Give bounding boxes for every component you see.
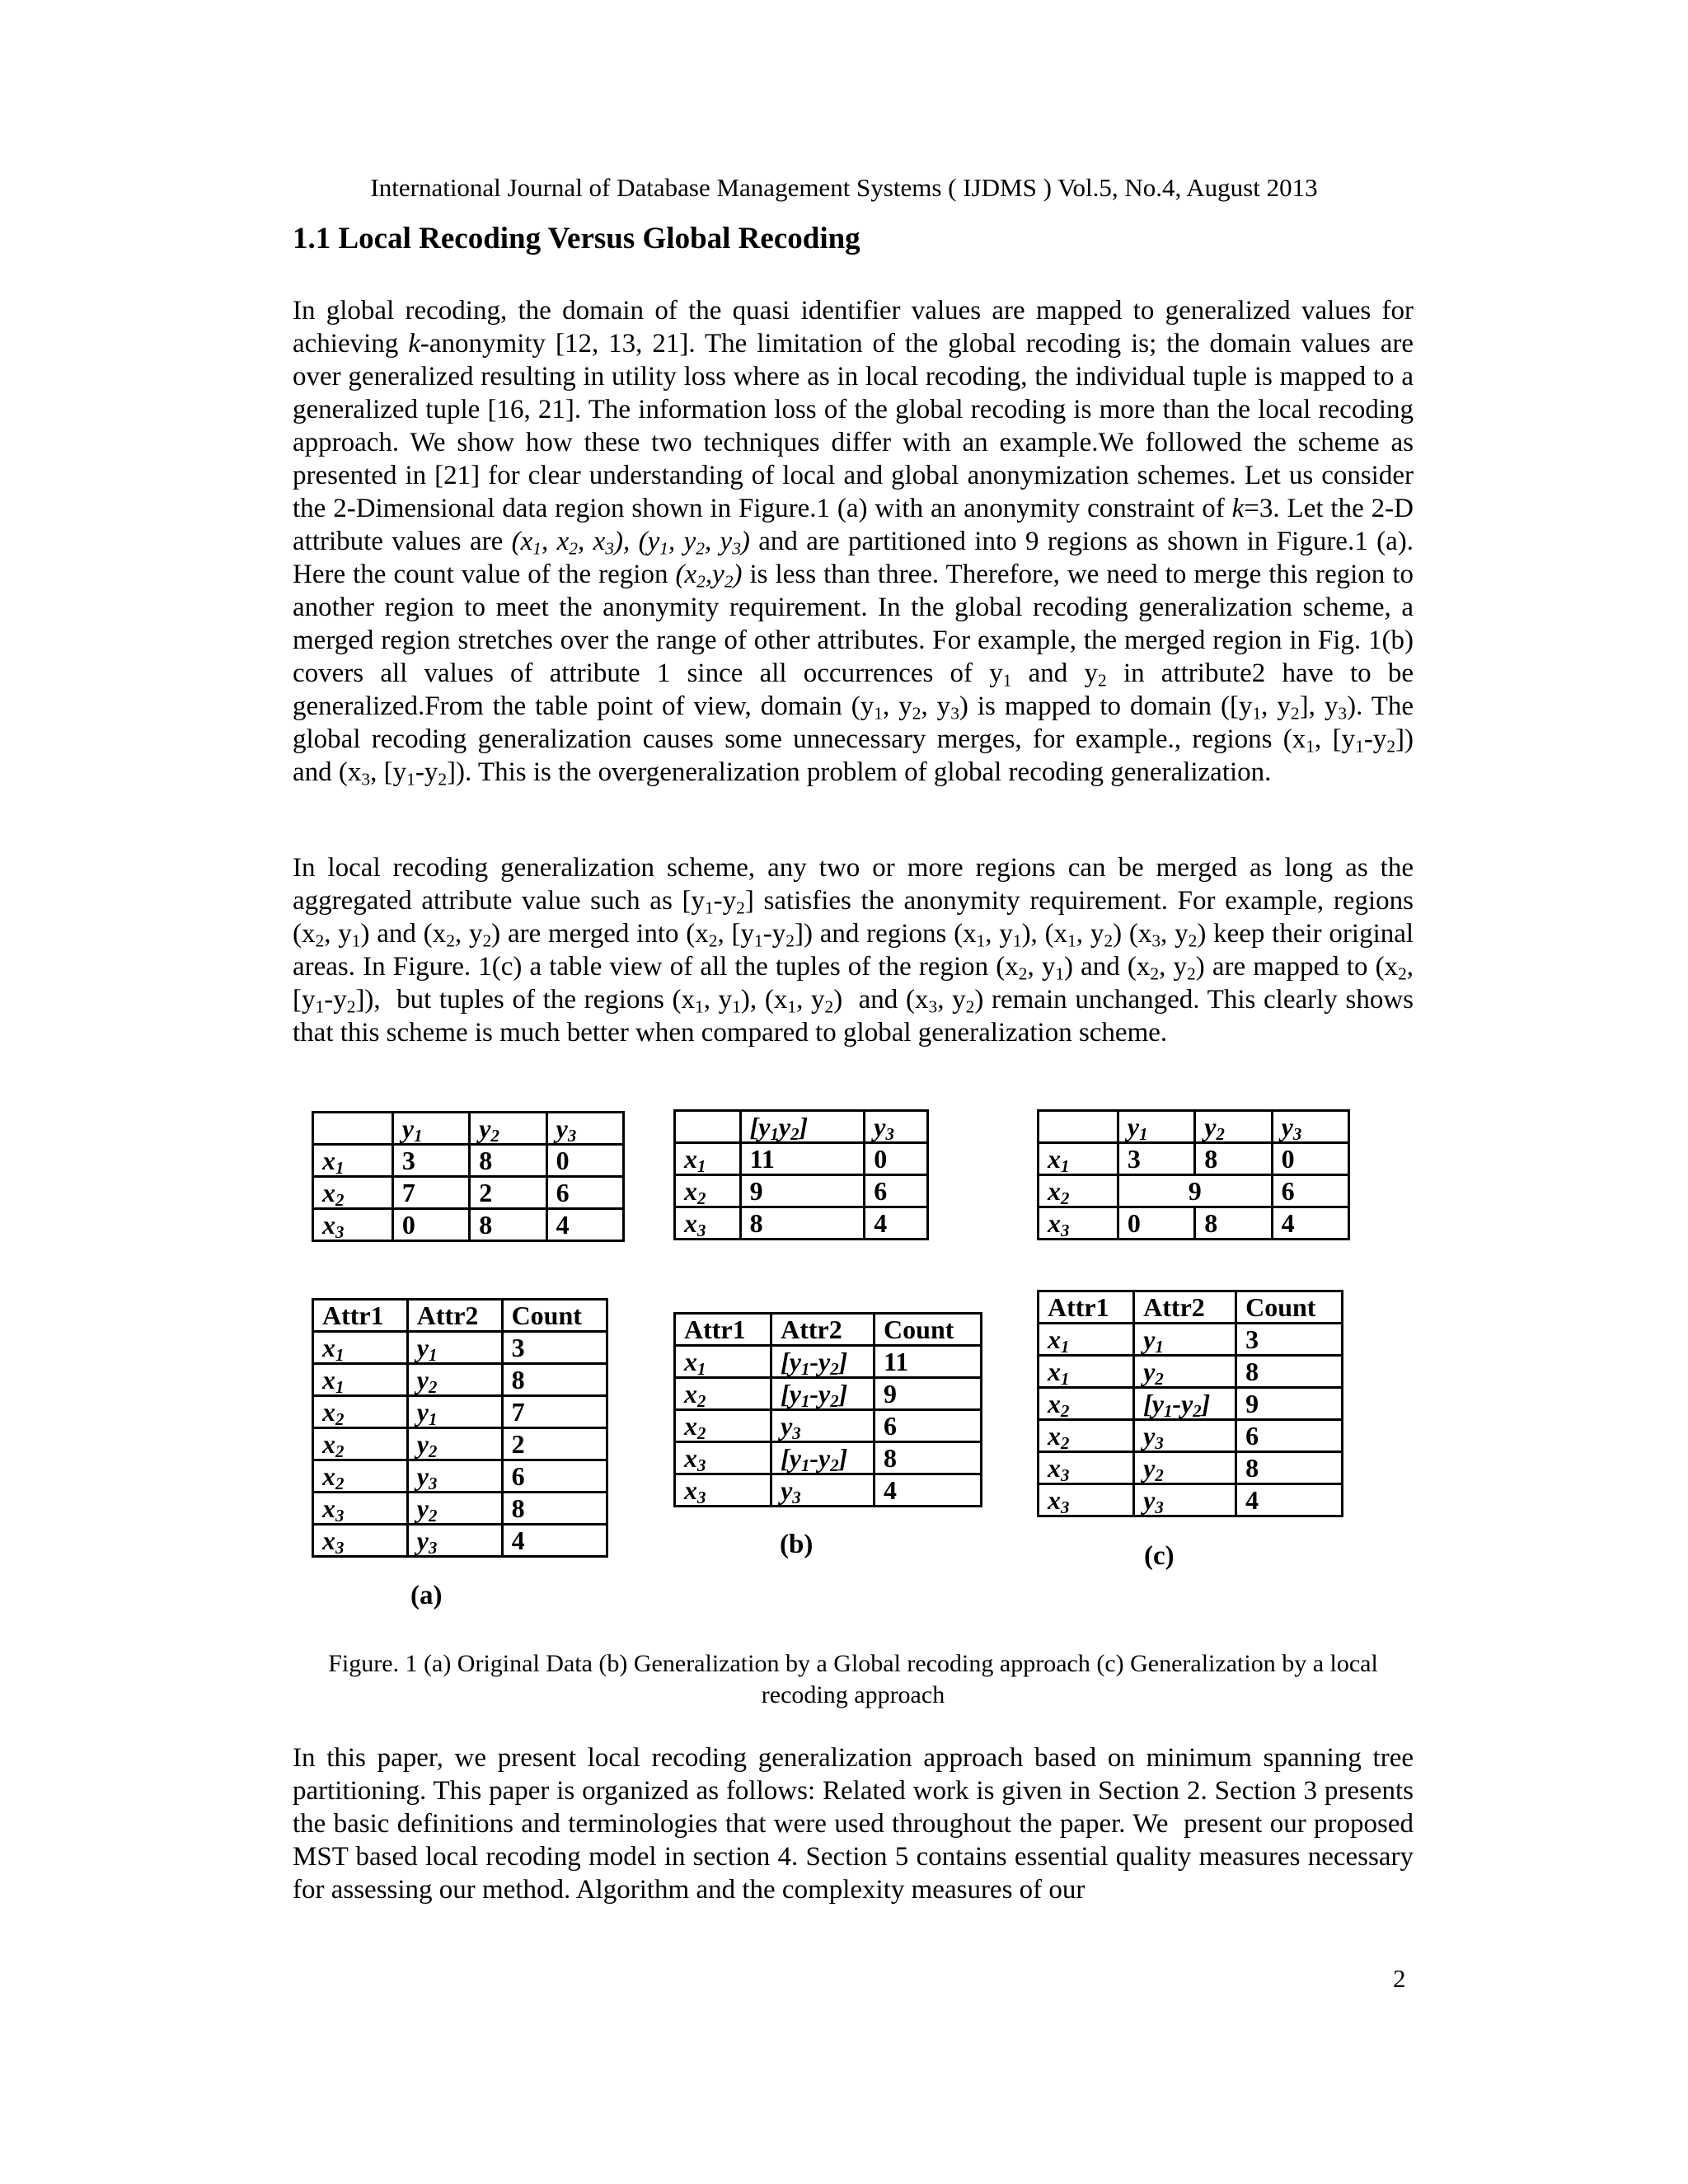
table-cell: $y_2$ <box>407 1493 502 1525</box>
table-row <box>1039 1420 1343 1452</box>
table-row <box>675 1410 982 1442</box>
grid-row-header: $x_1$ <box>675 1143 741 1175</box>
grid-cell: 0 <box>392 1209 469 1241</box>
grid-original-data <box>312 1111 625 1242</box>
grid-cell: 11 <box>740 1143 865 1175</box>
section-title: 1.1 Local Recoding Versus Global Recoding <box>293 222 860 255</box>
table-column-header: Attr2 <box>407 1300 502 1332</box>
grid-local-recoding <box>1037 1109 1350 1240</box>
table-original-data <box>312 1298 608 1558</box>
grid-row-header: $x_3$ <box>1039 1207 1118 1240</box>
table-cell: $x_2$ <box>1039 1388 1134 1420</box>
grid-row <box>313 1209 624 1241</box>
table-cell: $x_2$ <box>1039 1420 1134 1452</box>
table-row <box>313 1396 607 1428</box>
table-row <box>313 1493 607 1525</box>
table-cell: $y_2$ <box>1134 1452 1236 1484</box>
table-cell: $[y_1-y_2]$ <box>771 1442 874 1474</box>
figure-caption <box>293 1648 1414 1711</box>
table-cell: $x_2$ <box>675 1378 771 1410</box>
table-cell: $x_1$ <box>1039 1324 1134 1356</box>
grid-row <box>313 1177 624 1209</box>
table-column-header: Count <box>1236 1291 1343 1324</box>
grid-column-header: $y_1$ <box>1118 1111 1194 1143</box>
table-row <box>313 1332 607 1364</box>
caption-line-2: recoding approach <box>761 1681 945 1708</box>
grid-row <box>675 1207 928 1240</box>
table-cell: $y_1$ <box>407 1396 502 1428</box>
table-row <box>313 1460 607 1493</box>
grid-cell: 0 <box>865 1143 928 1175</box>
grid-corner-cell <box>675 1111 741 1143</box>
table-cell: $y_3$ <box>407 1460 502 1493</box>
table-row <box>1039 1388 1343 1420</box>
table-row <box>675 1378 982 1410</box>
table-column-header: Attr2 <box>1134 1291 1236 1324</box>
table-cell: 7 <box>502 1396 607 1428</box>
table-cell: 8 <box>1236 1356 1343 1388</box>
grid-row-header: $x_2$ <box>675 1175 741 1207</box>
table-row <box>675 1474 982 1507</box>
running-header: International Journal of Database Management Systems ( IJDMS ) Vol.5, No.4, August 2013 <box>370 173 1318 202</box>
grid-row-header: $x_3$ <box>675 1207 741 1240</box>
figure-label-c: (c) <box>1144 1541 1175 1571</box>
grid-global-recoding <box>673 1109 929 1240</box>
grid-row <box>1039 1207 1349 1240</box>
table-cell: $x_2$ <box>313 1460 408 1493</box>
table-cell: $x_3$ <box>1039 1452 1134 1484</box>
grid-row-header: $x_1$ <box>313 1145 393 1177</box>
table-row <box>1039 1452 1343 1484</box>
grid-corner-cell <box>313 1113 393 1145</box>
grid-cell: 8 <box>1195 1207 1272 1240</box>
table-cell: 9 <box>1236 1388 1343 1420</box>
grid-cell: 4 <box>546 1209 623 1241</box>
grid-cell: 9 <box>740 1175 865 1207</box>
paragraph-global-recoding: In global recoding, the domain of the quasi identifier values are mapped to generalized values for achieving k-anonymity [12, 13, 21]. The limitation of the global recoding is; the domain values are over generalized resulting in utility loss where as in local recoding, the individual tuple is mapped to a generalized tuple [16, 21]. The information loss of the global recoding is more than the local recoding approach. We show how these two techniques differ with an example.We followed the scheme as presented in [21] for clear understanding of local and global anonymization schemes. Let us consider the 2-Dimensional data region shown in Figure.1 (a) with an anonymity constraint of k=3. Let the 2-D attribute values are ($x_1$, $x_2$, $x_3$), ($y_1$, $y_2$, $y_3$) and are partitioned into 9 regions as shown in Figure.1 (a). Here the count value of the region $(x_2,y_2)$ is less than three. Therefore, we need to merge this region to another region to meet the anonymity requirement. In the global recoding generalization scheme, a merged region stretches over the range of other attributes. For example, the merged region in Fig. 1(b) covers all values of attribute 1 since all occurrences of $y_1$ and $y_2$ in attribute2 have to be generalized.From the table point of view, domain ($y_1$, $y_2$, $y_3$) is mapped to domain ([$y_1$, $y_2$], $y_3$). The global recoding generalization causes some unnecessary merges, for example., regions ($x_1$, $[y_1-y_2]$) and ($x_3$, $[y_1-y_2]$). This is the overgeneralization problem of global recoding generalization. <box>293 296 1414 790</box>
grid-column-header: $y_3$ <box>865 1111 928 1143</box>
paragraph-organization: In this paper, we present local recoding generalization approach based on minimum spanning tree partitioning. This paper is organized as follows: Related work is given in Section 2. Section 3 presents the basic definitions and terminologies that were used throughout the paper. We present our proposed MST based local recoding model in section 4. Section 5 contains essential quality measures necessary for assessing our method. Algorithm and the complexity measures of our <box>293 1743 1414 1905</box>
table-cell: 6 <box>502 1460 607 1493</box>
table-cell: $x_3$ <box>675 1474 771 1507</box>
grid-row <box>313 1145 624 1177</box>
table-cell: 4 <box>502 1525 607 1557</box>
grid-row-header: $x_1$ <box>1039 1143 1118 1175</box>
grid-cell: 0 <box>1272 1143 1348 1175</box>
grid-cell: 7 <box>392 1177 469 1209</box>
table-cell: $y_1$ <box>1134 1324 1236 1356</box>
table-cell: $x_2$ <box>313 1428 408 1460</box>
table-global-recoding <box>673 1312 982 1507</box>
table-cell: 11 <box>874 1346 982 1378</box>
grid-cell: 4 <box>865 1207 928 1240</box>
table-row <box>313 1525 607 1557</box>
table-cell: $y_3$ <box>1134 1484 1236 1516</box>
table-cell: $x_1$ <box>1039 1356 1134 1388</box>
table-cell: $x_2$ <box>313 1396 408 1428</box>
table-cell: $x_3$ <box>313 1493 408 1525</box>
table-column-header: Count <box>874 1314 982 1346</box>
table-cell: 9 <box>874 1378 982 1410</box>
table-column-header: Attr1 <box>1039 1291 1134 1324</box>
grid-corner-cell <box>1039 1111 1118 1143</box>
table-column-header: Attr2 <box>771 1314 874 1346</box>
table-row <box>675 1442 982 1474</box>
grid-row <box>1039 1143 1349 1175</box>
table-cell: $x_3$ <box>675 1442 771 1474</box>
table-cell: 4 <box>1236 1484 1343 1516</box>
table-cell: $y_3$ <box>771 1410 874 1442</box>
table-row <box>313 1428 607 1460</box>
grid-column-header: $y_3$ <box>546 1113 623 1145</box>
caption-line-1: Figure. 1 (a) Original Data (b) Generalization by a Global recoding approach (c) Generalization by a local <box>328 1650 1378 1677</box>
table-cell: 6 <box>874 1410 982 1442</box>
grid-row-header: $x_3$ <box>313 1209 393 1241</box>
table-cell: 4 <box>874 1474 982 1507</box>
table-cell: 3 <box>502 1332 607 1364</box>
grid-cell: 3 <box>1118 1143 1194 1175</box>
table-row <box>1039 1356 1343 1388</box>
figure-label-a: (a) <box>410 1581 443 1610</box>
grid-column-header: $y_2$ <box>1195 1111 1272 1143</box>
grid-cell: 8 <box>1195 1143 1272 1175</box>
page-number: 2 <box>1393 1964 1406 1993</box>
grid-row <box>1039 1175 1349 1207</box>
table-cell: $y_2$ <box>407 1428 502 1460</box>
table-cell: 8 <box>502 1364 607 1396</box>
grid-cell: 3 <box>392 1145 469 1177</box>
table-cell: $x_1$ <box>313 1332 408 1364</box>
grid-merged-cell: 9 <box>1118 1175 1272 1207</box>
table-cell: 3 <box>1236 1324 1343 1356</box>
table-cell: $x_3$ <box>1039 1484 1134 1516</box>
table-cell: $x_3$ <box>313 1525 408 1557</box>
table-cell: $y_1$ <box>407 1332 502 1364</box>
table-cell: $[y_1-y_2]$ <box>771 1346 874 1378</box>
table-row <box>1039 1484 1343 1516</box>
table-local-recoding <box>1037 1290 1343 1517</box>
paragraph-local-recoding: In local recoding generalization scheme, any two or more regions can be merged as long as the aggregated attribute value such as $[y_1-y_2]$ satisfies the anonymity requirement. For example, regions ($x_2$, $y_1$) and ($x_2$, $y_2$) are merged into ($x_2$, $[y_1-y_2]$) and regions ($x_1$, $y_1$), ($x_1$, $y_2$) ($x_3$, $y_2$) keep their original areas. In Figure. 1(c) a table view of all the tuples of the region ($x_2$, $y_1$) and ($x_2$, $y_2$) are mapped to ($x_2$, $[y_1-y_2]$), but tuples of the regions ($x_1$, $y_1$), ($x_1$, $y_2$) and ($x_3$, $y_2$) remain unchanged. This clearly shows that this scheme is much better when compared to global generalization scheme. <box>293 853 1414 1047</box>
table-cell: $x_2$ <box>675 1410 771 1442</box>
grid-column-header: $y_3$ <box>1272 1111 1348 1143</box>
grid-column-header: $y_2$ <box>470 1113 546 1145</box>
grid-cell: 2 <box>470 1177 546 1209</box>
grid-column-header: $y_1$ <box>392 1113 469 1145</box>
grid-cell: 4 <box>1272 1207 1348 1240</box>
grid-cell: 6 <box>1272 1175 1348 1207</box>
table-row <box>313 1364 607 1396</box>
table-cell: $x_1$ <box>675 1346 771 1378</box>
table-cell: $x_1$ <box>313 1364 408 1396</box>
table-cell: 8 <box>874 1442 982 1474</box>
grid-cell: 8 <box>470 1209 546 1241</box>
table-cell: $y_3$ <box>1134 1420 1236 1452</box>
table-cell: $y_2$ <box>407 1364 502 1396</box>
table-column-header: Attr1 <box>313 1300 408 1332</box>
table-row <box>675 1346 982 1378</box>
grid-row-header: $x_2$ <box>1039 1175 1118 1207</box>
table-column-header: Count <box>502 1300 607 1332</box>
table-cell: 8 <box>502 1493 607 1525</box>
grid-cell: 6 <box>546 1177 623 1209</box>
table-row <box>1039 1324 1343 1356</box>
grid-cell: 0 <box>546 1145 623 1177</box>
table-cell: $[y_1-y_2]$ <box>771 1378 874 1410</box>
table-cell: $[y_1-y_2]$ <box>1134 1388 1236 1420</box>
grid-row <box>675 1143 928 1175</box>
table-cell: $y_2$ <box>1134 1356 1236 1388</box>
table-cell: $y_3$ <box>407 1525 502 1557</box>
grid-cell: 0 <box>1118 1207 1194 1240</box>
table-cell: 6 <box>1236 1420 1343 1452</box>
grid-column-header: $[y_1y_2]$ <box>740 1111 865 1143</box>
table-cell: 2 <box>502 1428 607 1460</box>
grid-cell: 8 <box>740 1207 865 1240</box>
table-cell: $y_3$ <box>771 1474 874 1507</box>
figure-label-b: (b) <box>780 1530 814 1559</box>
grid-row-header: $x_2$ <box>313 1177 393 1209</box>
grid-cell: 6 <box>865 1175 928 1207</box>
table-column-header: Attr1 <box>675 1314 771 1346</box>
grid-row <box>675 1175 928 1207</box>
grid-cell: 8 <box>470 1145 546 1177</box>
table-cell: 8 <box>1236 1452 1343 1484</box>
